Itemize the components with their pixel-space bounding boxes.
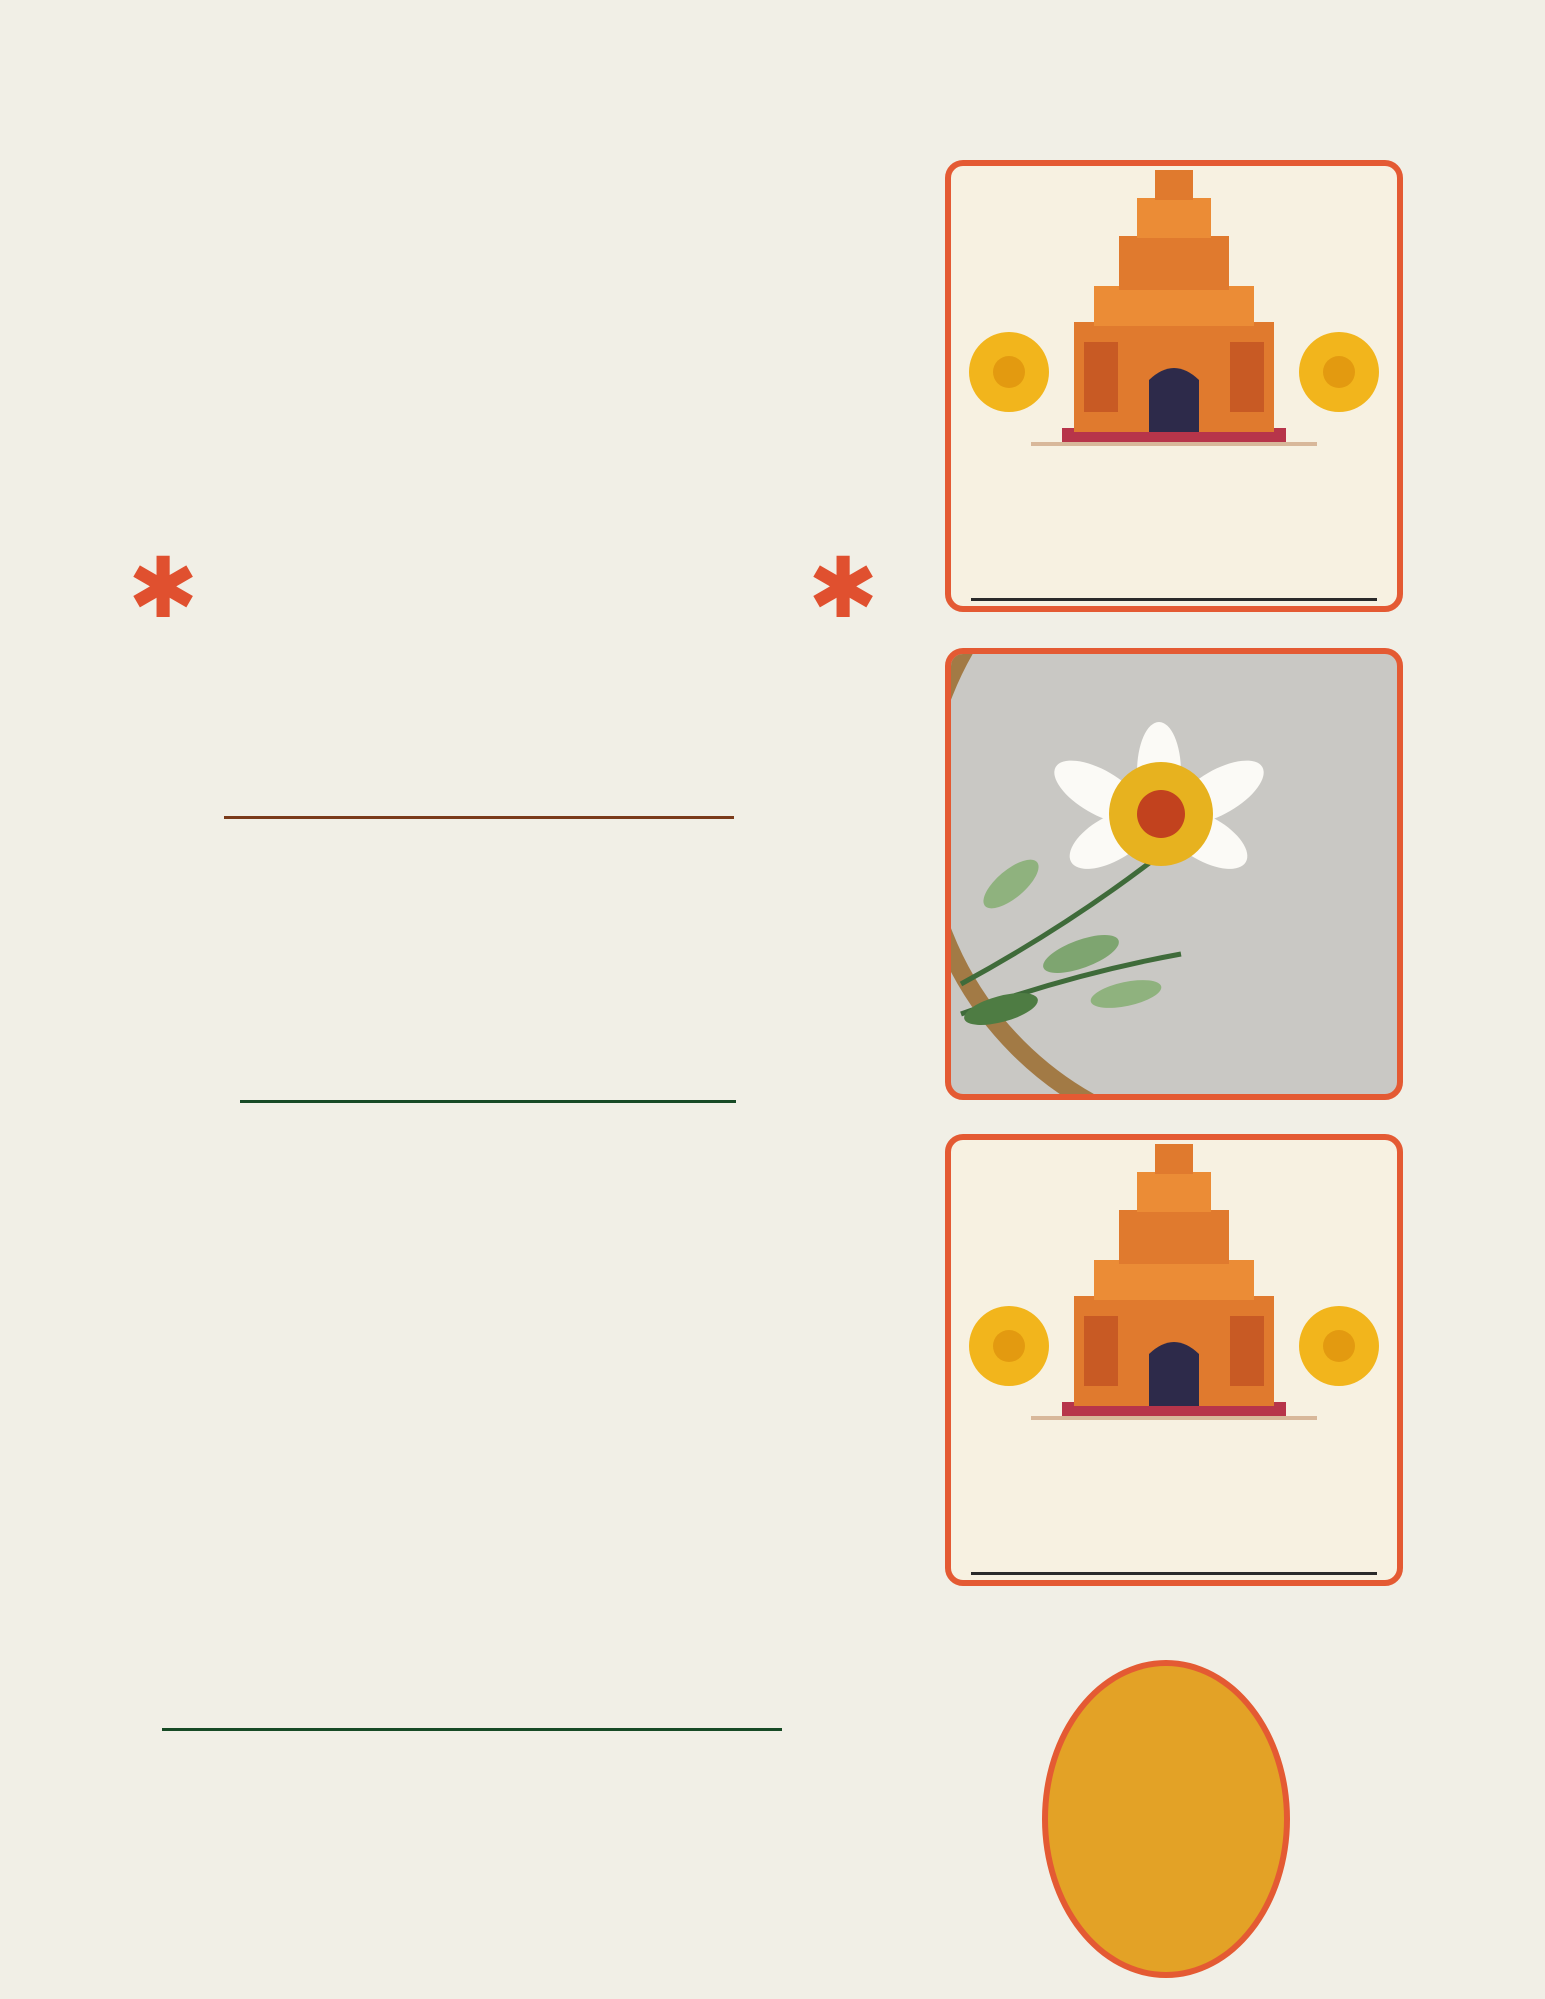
flower-asterisk-icon: ✱ bbox=[808, 539, 879, 637]
temple-illustration bbox=[951, 1140, 1397, 1580]
free-certificate-badge bbox=[1042, 1660, 1290, 1978]
temple-card-1 bbox=[945, 160, 1403, 612]
divider bbox=[240, 1100, 736, 1103]
flower-icon bbox=[1045, 722, 1274, 881]
divider bbox=[162, 1728, 782, 1731]
flower-photo-card bbox=[945, 648, 1403, 1100]
flower-asterisk-icon: ✱ bbox=[128, 539, 199, 637]
temple-icon bbox=[1031, 170, 1317, 446]
temple-card-2 bbox=[945, 1134, 1403, 1586]
divider bbox=[224, 816, 734, 819]
embroidered-flower-image bbox=[951, 654, 1397, 1094]
temple-icon bbox=[1031, 1144, 1317, 1420]
temple-illustration bbox=[951, 166, 1397, 606]
decorative-top-border bbox=[0, 40, 1160, 120]
